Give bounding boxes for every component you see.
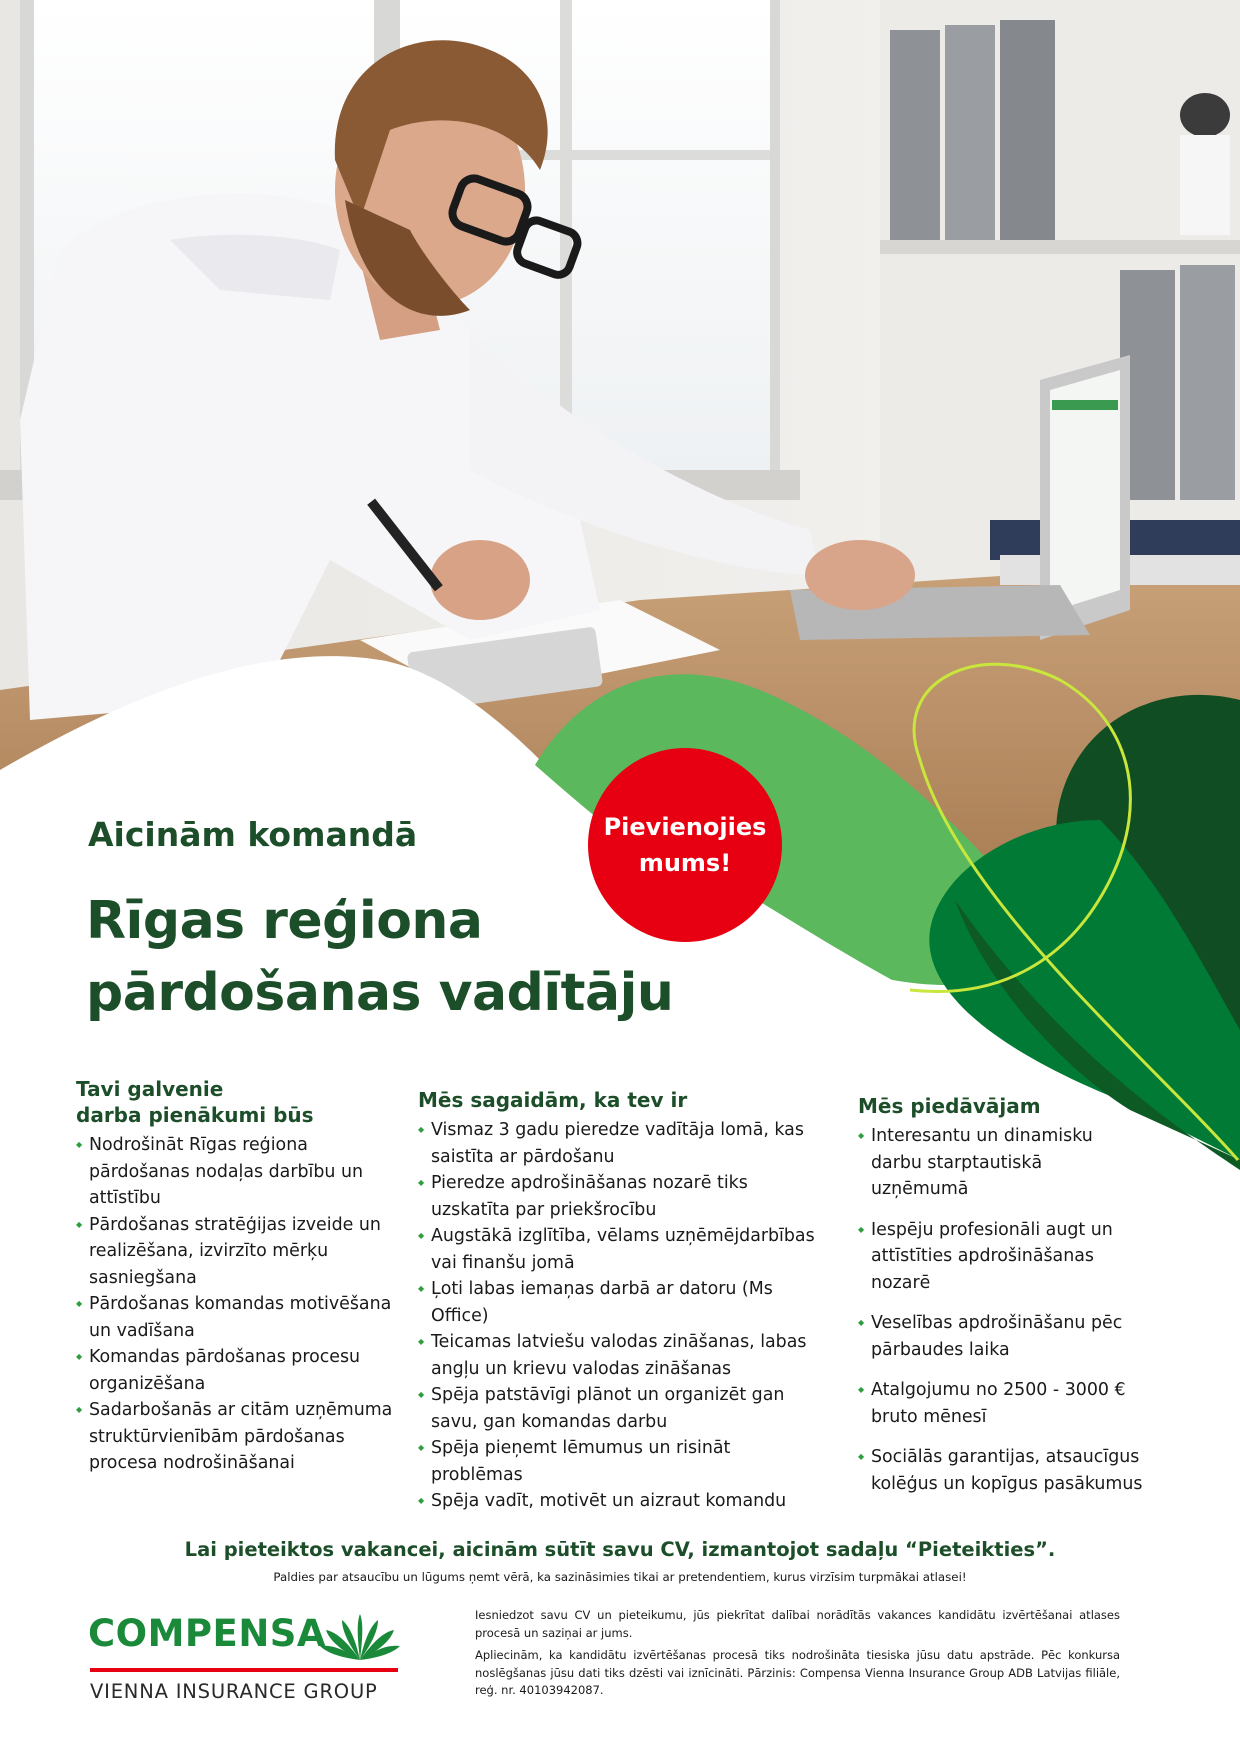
list-item: ◆ Sociālās garantijas, atsaucīgus kolēģus un kopīgus pasākumus [858, 1444, 1143, 1497]
list-item: ◆ Veselības apdrošināšanu pēc pārbaudes laika [858, 1310, 1143, 1363]
requirements-list [418, 1117, 818, 1515]
list-item: ◆ Sadarbošanās ar citām uzņēmuma struktūrvienībām pārdošanas procesa nodrošināšanai [76, 1397, 396, 1477]
duties-list [76, 1132, 396, 1477]
logo-divider [90, 1668, 398, 1672]
duties-heading-line-1: Tavi galvenie [76, 1077, 224, 1101]
legal-paragraph-2: Apliecinām, ka kandidātu izvērtēšanas procesā tiks nodrošināta tiesiska jūsu datu apstrāde. Pēc konkursa noslēgšanas jūsu dati tiks dzēsti vai iznīcināti. Pārzinis: Compensa Vienna Insurance Group ADB Latvijas filiāle, reģ. nr. 40103942087. [475, 1648, 1120, 1697]
list-item: ◆ Interesantu un dinamisku darbu starptautiskā uzņēmumā [858, 1123, 1143, 1203]
job-title-line-2: pārdošanas vadītāju [86, 963, 674, 1023]
list-item: ◆ Augstākā izglītība, vēlams uzņēmējdarbības vai finanšu jomā [418, 1223, 818, 1276]
list-item: ◆ Komandas pārdošanas procesu organizēšana [76, 1344, 396, 1397]
list-item: ◆ Iespēju profesionāli augt un attīstīties apdrošināšanas nozarē [858, 1217, 1143, 1297]
list-item: ◆ Vismaz 3 gadu pieredze vadītāja lomā, kas saistīta ar pārdošanu [418, 1117, 818, 1170]
duties-section [76, 1076, 396, 1477]
invite-heading: Aicinām komandā [88, 815, 418, 854]
job-title-line-1: Rīgas reģiona [86, 891, 483, 951]
flower-icon [320, 1612, 400, 1662]
duties-heading-line-2: darba pienākumi būs [76, 1103, 314, 1127]
legal-paragraph-1: Iesniedzot savu CV un pieteikumu, jūs piekrītat dalībai norādītās vakances kandidātu izvērtēšanai atlases procesā un saziņai ar jums. [475, 1608, 1120, 1640]
list-item: ◆ Ļoti labas iemaņas darbā ar datoru (Ms Office) [418, 1276, 818, 1329]
requirements-section [418, 1087, 818, 1515]
requirements-heading: Mēs sagaidām, ka tev ir [418, 1088, 688, 1112]
logo-brand: COMPENSA [88, 1612, 327, 1655]
offer-section [858, 1093, 1143, 1511]
list-item: ◆ Teicamas latviešu valodas zināšanas, labas angļu un krievu valodas zināšanas [418, 1329, 818, 1382]
duties-heading [76, 1076, 396, 1128]
offer-heading: Mēs piedāvājam [858, 1094, 1041, 1118]
job-title [86, 885, 673, 1029]
list-item: ◆ Spēja patstāvīgi plānot un organizēt gan savu, gan komandas darbu [418, 1382, 818, 1435]
list-item: ◆ Nodrošināt Rīgas reģiona pārdošanas nodaļas darbību un attīstību [76, 1132, 396, 1212]
legal-notice [475, 1607, 1120, 1705]
list-item: ◆ Pārdošanas stratēģijas izveide un realizēšana, izvirzīto mērķu sasniegšana [76, 1212, 396, 1292]
list-item: ◆ Spēja vadīt, motivēt un aizraut komandu [418, 1488, 818, 1515]
list-item: ◆ Spēja pieņemt lēmumus un risināt problēmas [418, 1435, 818, 1488]
badge-line-2: mums! [638, 849, 732, 877]
compensa-logo [88, 1612, 378, 1703]
badge-line-1: Pievienojies [603, 813, 767, 841]
thanks-note: Paldies par atsaucību un lūgums ņemt vērā, ka sazināsimies tikai ar pretendentiem, kurus virzīsim turpmākai atlasei! [273, 1570, 967, 1584]
offer-list [858, 1123, 1143, 1497]
list-item: ◆ Pieredze apdrošināšanas nozarē tiks uzskatīta par priekšrocību [418, 1170, 818, 1223]
logo-group: VIENNA INSURANCE GROUP [90, 1680, 378, 1703]
list-item: ◆ Pārdošanas komandas motivēšana un vadīšana [76, 1291, 396, 1344]
list-item: ◆ Atalgojumu no 2500 - 3000 € bruto mēnesī [858, 1377, 1143, 1430]
apply-instructions: Lai pieteiktos vakancei, aicinām sūtīt savu CV, izmantojot sadaļu “Pieteikties”. [184, 1538, 1056, 1561]
